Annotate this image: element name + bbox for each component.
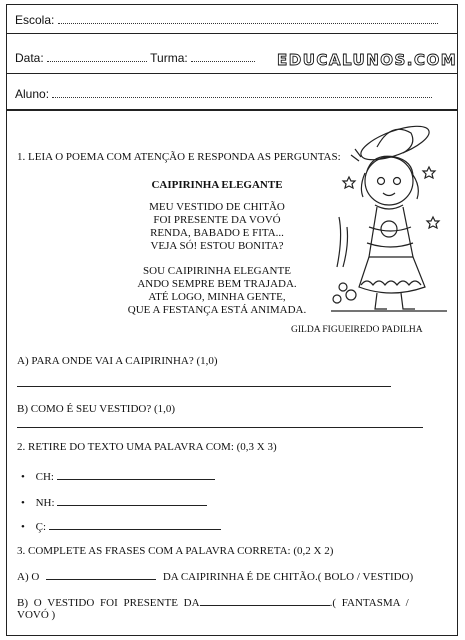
brand-logo: EDUCALUNOS.COM (277, 51, 458, 69)
list-item (21, 495, 207, 509)
caipirinha-girl-illustration (329, 117, 449, 317)
bullet-icon: • (21, 497, 25, 509)
poem-line: FOI PRESENTE DA VOVÓ (153, 214, 281, 226)
poem-title: CAIPIRINHA ELEGANTE (151, 179, 283, 191)
question-3-prompt: 3. COMPLETE AS FRASES COM A PALAVRA CORRETA: (0,2 X 2) (17, 545, 334, 557)
question-3b (17, 595, 409, 609)
date-field[interactable] (47, 51, 147, 62)
student-label: Aluno: (15, 87, 50, 101)
divider (7, 109, 457, 111)
question-3a-end: DA CAIPIRINHA É DE CHITÃO.( BOLO / VESTIDO) (162, 571, 414, 583)
poem-line: SOU CAIPIRINHA ELEGANTE (143, 265, 291, 277)
student-row (15, 87, 432, 101)
school-field[interactable] (58, 13, 438, 24)
answer-blank[interactable] (46, 569, 156, 580)
school-row (15, 13, 438, 27)
date-row (15, 51, 255, 65)
question-1-prompt: 1. LEIA O POEMA COM ATENÇÃO E RESPONDA AS PERGUNTAS: (17, 151, 341, 163)
question-3b-continued: VOVÓ ) (17, 609, 56, 621)
class-label: Turma: (150, 51, 188, 65)
poem-line: VEJA SÓ! ESTOU BONITA? (150, 240, 284, 252)
poem-line: ATÉ LOGO, MINHA GENTE, (148, 291, 286, 303)
list-item (21, 469, 215, 483)
question-3a-start: A) O (17, 571, 40, 583)
answer-blank[interactable] (57, 469, 215, 480)
item-label: CH: (35, 471, 54, 483)
item-label: NH: (35, 497, 55, 509)
item-label: Ç: (35, 521, 47, 533)
poem-stanza-2 (87, 265, 347, 317)
question-1b-prompt: B) COMO É SEU VESTIDO? (1,0) (17, 403, 176, 415)
question-3a (17, 569, 413, 583)
student-field[interactable] (52, 87, 432, 98)
poem-line: RENDA, BABADO E FITA... (150, 227, 284, 239)
class-field[interactable] (191, 51, 255, 62)
answer-blank[interactable] (57, 495, 207, 506)
poem-stanza-1 (87, 201, 347, 253)
divider (7, 33, 457, 34)
date-label: Data: (15, 51, 44, 65)
answer-blank[interactable] (49, 519, 221, 530)
answer-blank[interactable] (200, 595, 330, 606)
divider (7, 73, 457, 74)
question-3b-end: .( FANTASMA / (329, 597, 409, 609)
list-item (21, 519, 221, 533)
poem-line: MEU VESTIDO DE CHITÃO (149, 201, 285, 213)
question-2-prompt: 2. RETIRE DO TEXTO UMA PALAVRA COM: (0,3 X 3) (17, 441, 277, 453)
question-1a-prompt: A) PARA ONDE VAI A CAIPIRINHA? (1,0) (17, 355, 218, 367)
header (7, 5, 457, 113)
worksheet (6, 4, 458, 636)
bullet-icon: • (21, 471, 25, 483)
poem-line: QUE A FESTANÇA ESTÁ ANIMADA. (127, 304, 307, 316)
answer-line[interactable] (17, 427, 423, 428)
school-label: Escola: (15, 13, 55, 27)
bullet-icon: • (21, 521, 25, 533)
question-3b-start: B) O VESTIDO FOI PRESENTE DA (17, 597, 200, 609)
poem-author: GILDA FIGUEIREDO PADILHA (291, 325, 423, 335)
poem-line: ANDO SEMPRE BEM TRAJADA. (137, 278, 297, 290)
answer-line[interactable] (17, 386, 391, 387)
